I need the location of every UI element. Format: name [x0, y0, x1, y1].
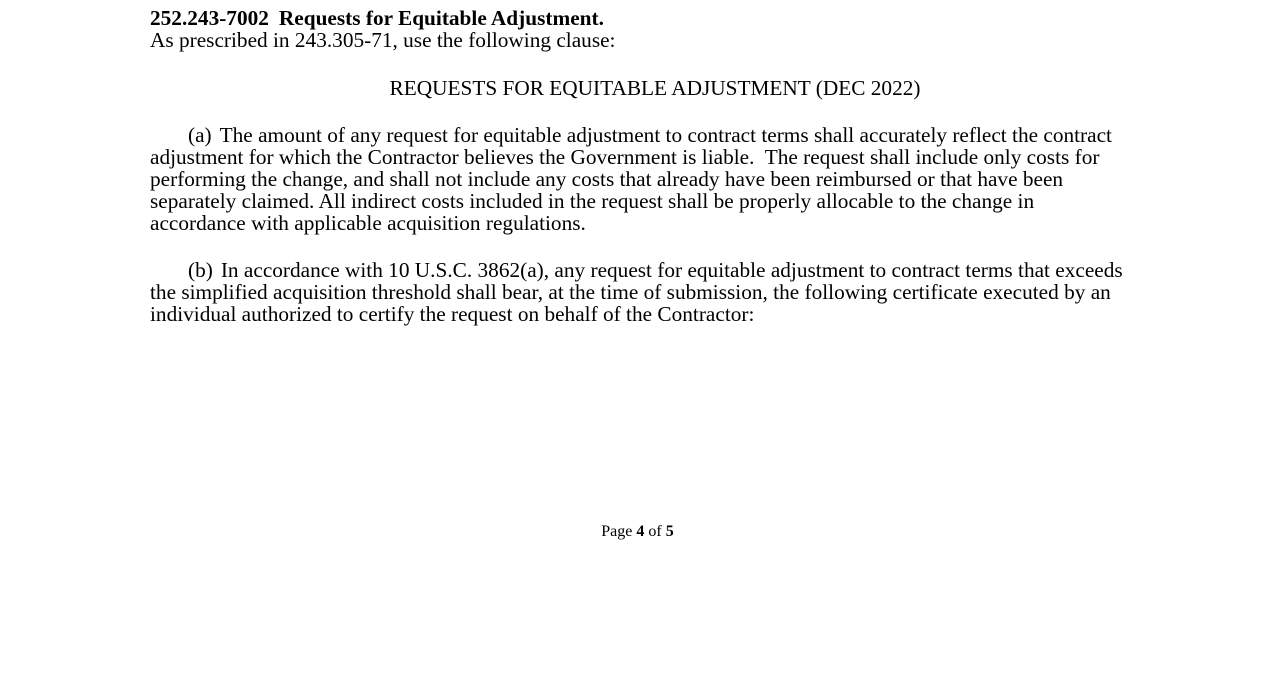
page-footer — [0, 522, 1275, 542]
section-heading — [150, 8, 1125, 30]
total-pages-number: 5 — [665, 523, 674, 540]
prescription-text: As prescribed in 243.305-71, use the following clause: — [150, 27, 616, 52]
paragraph-a-text: The amount of any request for equitable adjustment to contract terms shall accurately reflect the contract adjustment for which the Contractor believes the Government is liable. The request shall include only costs for performing the change, and shall not include any costs that already have been reimbursed or that have been separately claimed. All indirect costs included in the request shall be properly allocable to the change in accordance with applicable acquisition regulations. — [150, 123, 1118, 235]
document-page — [150, 8, 1125, 326]
section-number: 252.243-7002 — [150, 6, 269, 30]
clause-title: REQUESTS FOR EQUITABLE ADJUSTMENT (DEC 2022) — [389, 75, 921, 100]
paragraph-b-text: In accordance with 10 U.S.C. 3862(a), any request for equitable adjustment to contract terms that exceeds the simplified acquisition threshold shall bear, at the time of submission, the following certificate executed by an individual authorized to certify the request on behalf of the Contractor: — [150, 258, 1123, 326]
paragraph-b — [150, 260, 1125, 325]
section-title: Requests for Equitable Adjustment. — [278, 6, 604, 30]
paragraph-a — [150, 125, 1125, 234]
paragraph-b-label: (b) — [188, 258, 213, 283]
of-word: of — [648, 523, 662, 540]
page-word: Page — [601, 523, 633, 540]
current-page-number: 4 — [636, 523, 645, 540]
paragraph-a-label: (a) — [188, 123, 212, 148]
